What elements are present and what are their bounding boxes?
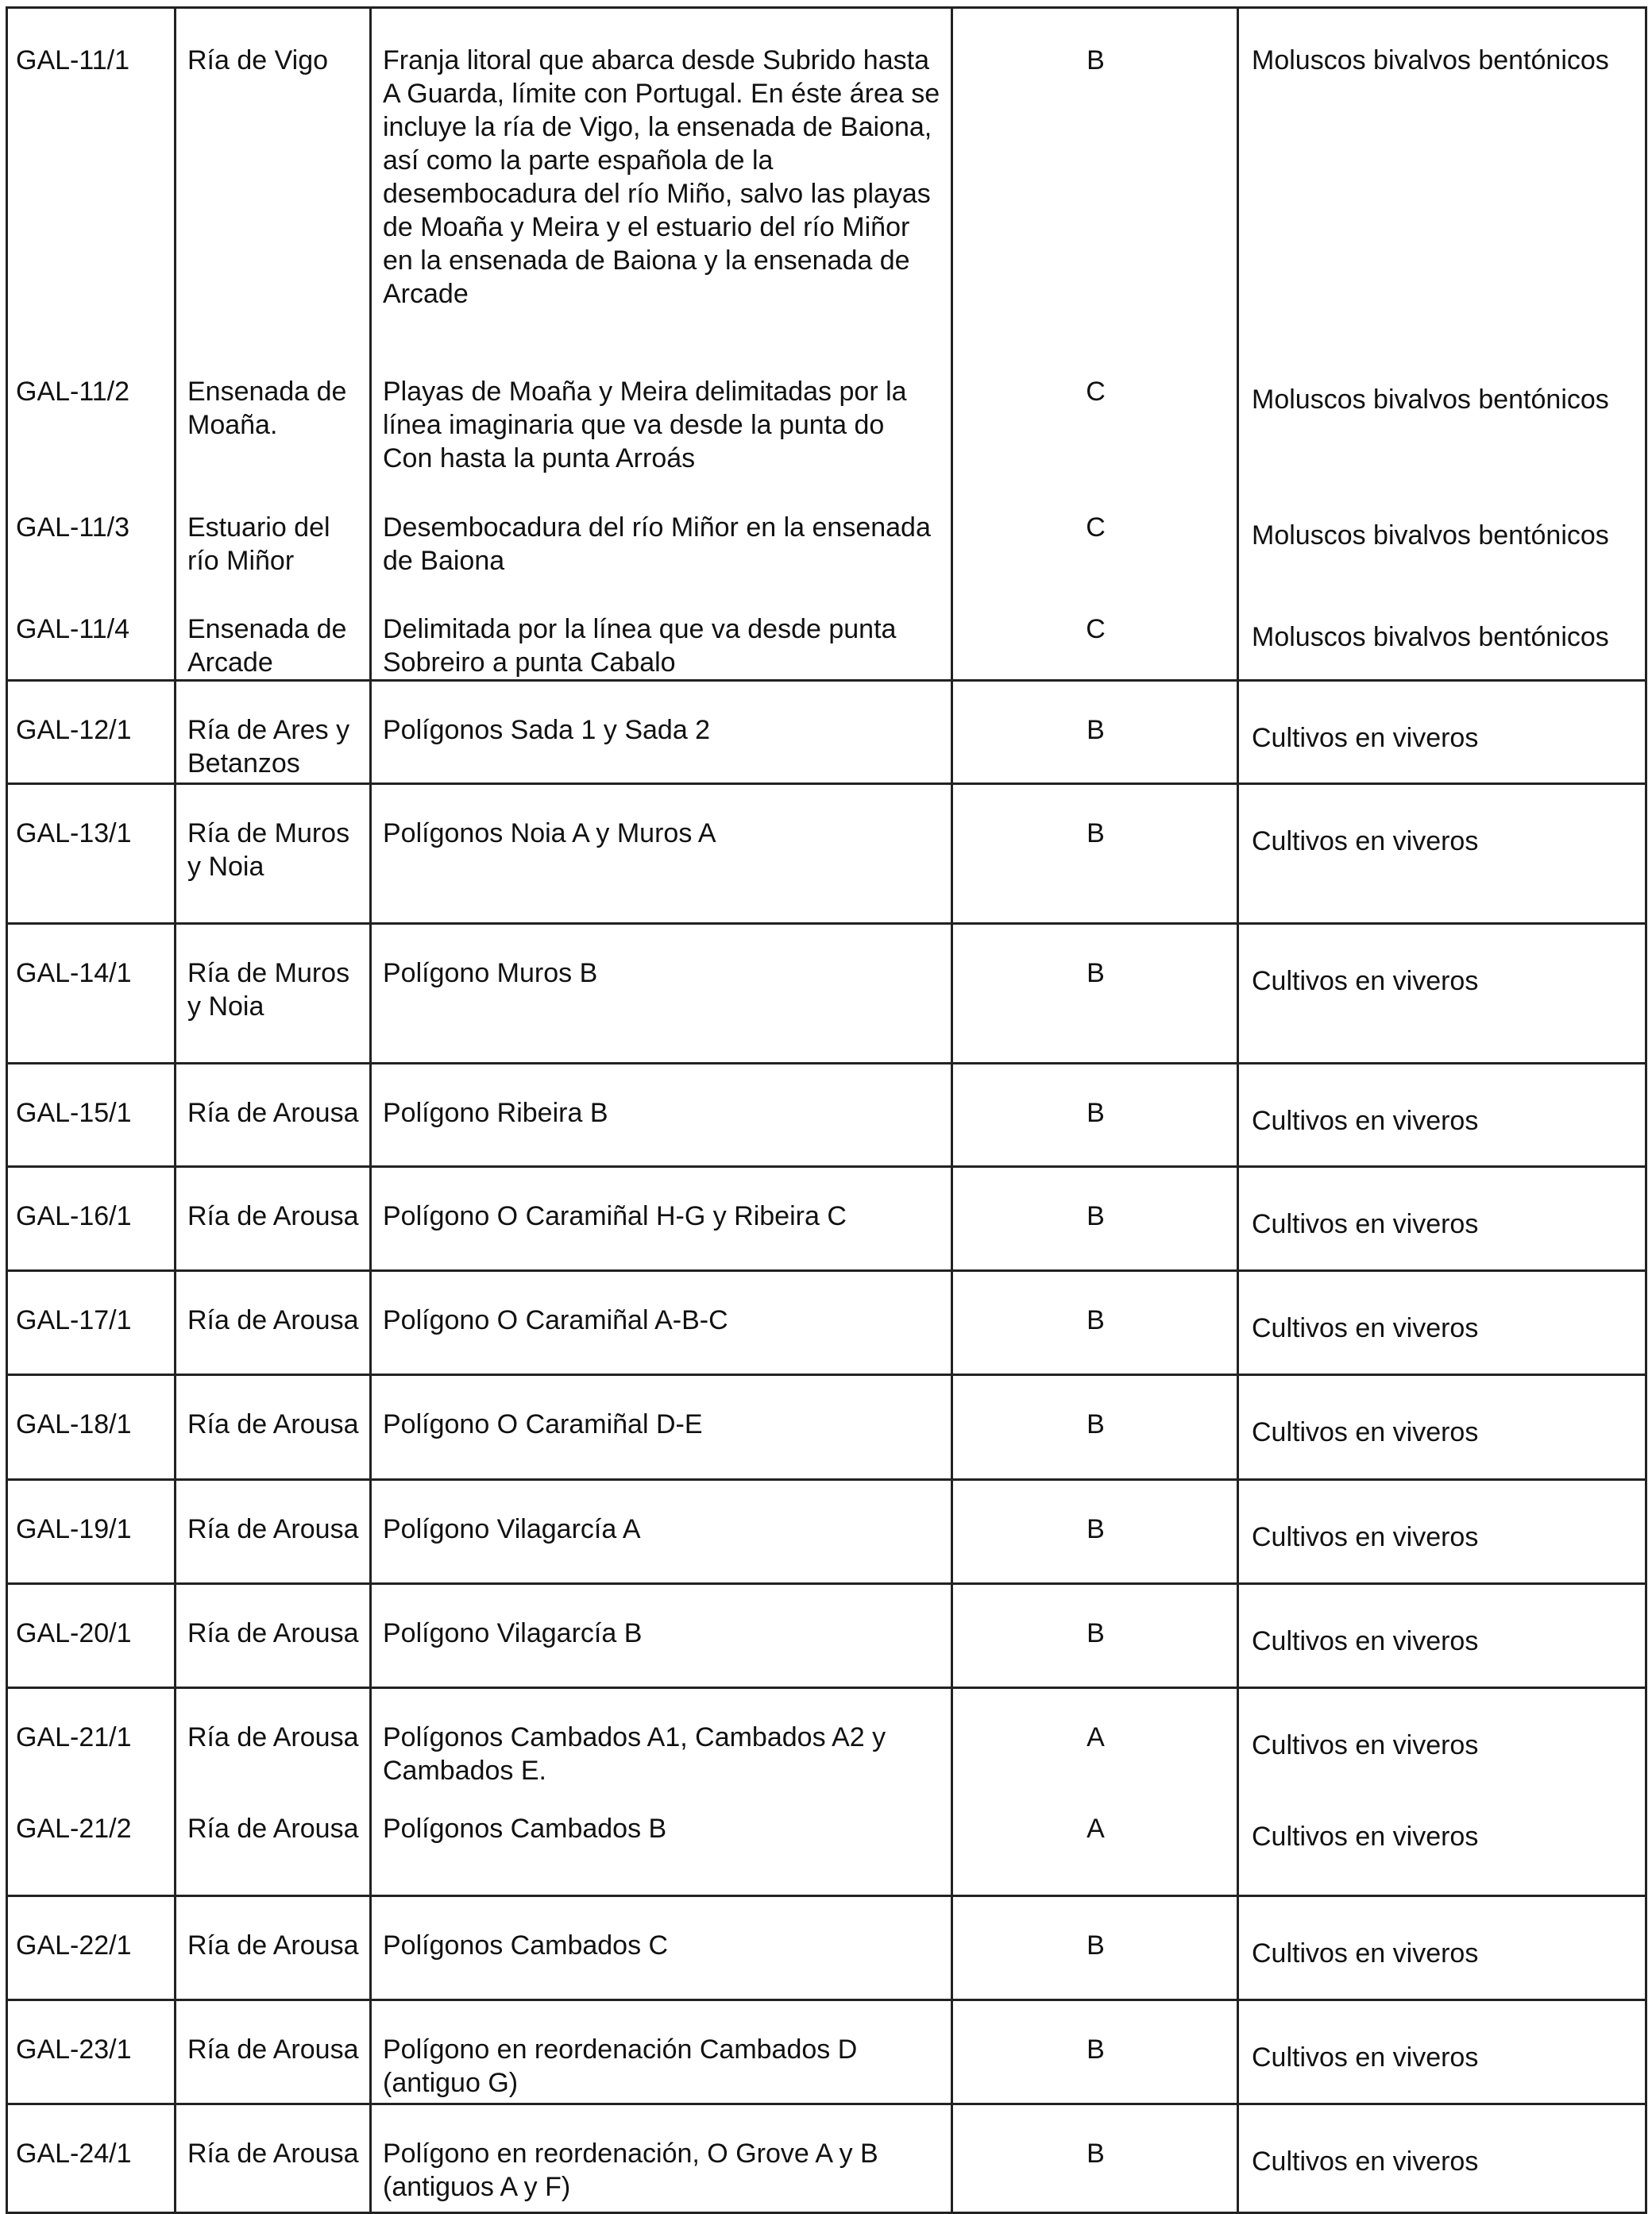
- zone-class: C: [952, 592, 1238, 681]
- zone-place: Ría de Ares y Betanzos: [176, 680, 371, 783]
- zone-species: Cultivos en viveros: [1238, 2000, 1646, 2104]
- zone-class: B: [952, 1166, 1238, 1270]
- zone-code: GAL-19/1: [7, 1479, 176, 1583]
- zone-class: A: [952, 1791, 1238, 1895]
- zone-code: GAL-18/1: [7, 1374, 176, 1479]
- zone-description: Polígono en reordenación, O Grove A y B (antiguos A y F): [371, 2104, 952, 2212]
- table-row: [7, 490, 1646, 592]
- zone-class: B: [952, 783, 1238, 923]
- zone-code: GAL-23/1: [7, 2000, 176, 2104]
- zone-place: Ría de Muros y Noia: [176, 923, 371, 1063]
- zone-species: Moluscos bivalvos bentónicos: [1238, 8, 1646, 354]
- table-row: [7, 1166, 1646, 1270]
- zone-species: Moluscos bivalvos bentónicos: [1238, 354, 1646, 490]
- zone-description: Polígonos Cambados A1, Cambados A2 y Cambados E.: [371, 1687, 952, 1791]
- zone-description: Desembocadura del río Miñor en la ensenada de Baiona: [371, 490, 952, 592]
- zone-code: GAL-20/1: [7, 1583, 176, 1687]
- zone-code: GAL-11/1: [7, 8, 176, 354]
- zone-species: Cultivos en viveros: [1238, 1895, 1646, 2000]
- zone-description: Polígonos Cambados B: [371, 1791, 952, 1895]
- zone-class: B: [952, 923, 1238, 1063]
- zone-place: Ría de Arousa: [176, 1063, 371, 1166]
- zone-place: Ría de Vigo: [176, 8, 371, 354]
- zone-species: Cultivos en viveros: [1238, 923, 1646, 1063]
- zone-class: B: [952, 2000, 1238, 2104]
- zone-class: B: [952, 680, 1238, 783]
- zone-species: Cultivos en viveros: [1238, 1583, 1646, 1687]
- zone-class: B: [952, 8, 1238, 354]
- table-row: [7, 8, 1646, 354]
- zone-code: GAL-21/2: [7, 1791, 176, 1895]
- zone-species: Cultivos en viveros: [1238, 1270, 1646, 1374]
- zone-species: Cultivos en viveros: [1238, 1063, 1646, 1166]
- zone-place: Ría de Muros y Noia: [176, 783, 371, 923]
- zone-description: Polígono O Caramiñal D-E: [371, 1374, 952, 1479]
- zone-place: Ensenada de Moaña.: [176, 354, 371, 490]
- zone-code: GAL-24/1: [7, 2104, 176, 2212]
- zone-description: Polígonos Sada 1 y Sada 2: [371, 680, 952, 783]
- zone-species: Cultivos en viveros: [1238, 1687, 1646, 1791]
- zone-place: Ría de Arousa: [176, 1166, 371, 1270]
- zone-description: Polígonos Cambados C: [371, 1895, 952, 2000]
- zone-class: B: [952, 1479, 1238, 1583]
- zone-species: Moluscos bivalvos bentónicos: [1238, 490, 1646, 592]
- zone-description: Polígono Vilagarcía B: [371, 1583, 952, 1687]
- zone-place: Ría de Arousa: [176, 2000, 371, 2104]
- zone-class: B: [952, 1063, 1238, 1166]
- zone-class: B: [952, 1583, 1238, 1687]
- zone-place: Estuario del río Miñor: [176, 490, 371, 592]
- zones-table: [6, 6, 1647, 2214]
- zone-description: Polígono O Caramiñal A-B-C: [371, 1270, 952, 1374]
- zone-code: GAL-11/3: [7, 490, 176, 592]
- zone-place: Ría de Arousa: [176, 1791, 371, 1895]
- zone-place: Ría de Arousa: [176, 1687, 371, 1791]
- table-row: [7, 783, 1646, 923]
- zone-description: Polígonos Noia A y Muros A: [371, 783, 952, 923]
- table-row: [7, 1895, 1646, 2000]
- zone-description: Playas de Moaña y Meira delimitadas por la línea imaginaria que va desde la punta do Con hasta la punta Arroás: [371, 354, 952, 490]
- zone-description: Polígono Ribeira B: [371, 1063, 952, 1166]
- zone-species: Cultivos en viveros: [1238, 1166, 1646, 1270]
- zone-code: GAL-17/1: [7, 1270, 176, 1374]
- zone-species: Cultivos en viveros: [1238, 1791, 1646, 1895]
- zone-description: Delimitada por la línea que va desde punta Sobreiro a punta Cabalo: [371, 592, 952, 681]
- zone-description: Polígono en reordenación Cambados D (antiguo G): [371, 2000, 952, 2104]
- zone-species: Moluscos bivalvos bentónicos: [1238, 592, 1646, 681]
- zone-species: Cultivos en viveros: [1238, 2104, 1646, 2212]
- table-row: [7, 923, 1646, 1063]
- table-row: [7, 2000, 1646, 2104]
- zone-code: GAL-12/1: [7, 680, 176, 783]
- zone-species: Cultivos en viveros: [1238, 1479, 1646, 1583]
- table-row: [7, 1479, 1646, 1583]
- zone-code: GAL-13/1: [7, 783, 176, 923]
- table-row: [7, 1791, 1646, 1895]
- table-row: [7, 2104, 1646, 2212]
- zone-description: Polígono Vilagarcía A: [371, 1479, 952, 1583]
- zone-species: Cultivos en viveros: [1238, 1374, 1646, 1479]
- zone-description: Polígono O Caramiñal H-G y Ribeira C: [371, 1166, 952, 1270]
- zone-place: Ría de Arousa: [176, 1895, 371, 2000]
- zone-code: GAL-14/1: [7, 923, 176, 1063]
- zone-place: Ría de Arousa: [176, 2104, 371, 2212]
- zone-code: GAL-21/1: [7, 1687, 176, 1791]
- zone-class: C: [952, 354, 1238, 490]
- zone-code: GAL-11/2: [7, 354, 176, 490]
- zone-place: Ría de Arousa: [176, 1270, 371, 1374]
- zone-description: Franja litoral que abarca desde Subrido hasta A Guarda, límite con Portugal. En éste área se incluye la ría de Vigo, la ensenada de Baiona, así como la parte española de la desembocadura del río Miño, salvo las playas de Moaña y Meira y el estuario del río Miñor en la ensenada de Baiona y la ensenada de Arcade: [371, 8, 952, 354]
- zone-code: GAL-16/1: [7, 1166, 176, 1270]
- zone-class: A: [952, 1687, 1238, 1791]
- table-row: [7, 1270, 1646, 1374]
- zone-species: Cultivos en viveros: [1238, 680, 1646, 783]
- zone-class: B: [952, 2104, 1238, 2212]
- zone-code: GAL-11/4: [7, 592, 176, 681]
- table-row: [7, 1374, 1646, 1479]
- zone-class: B: [952, 1895, 1238, 2000]
- zone-code: GAL-22/1: [7, 1895, 176, 2000]
- table-row: [7, 354, 1646, 490]
- zone-place: Ría de Arousa: [176, 1374, 371, 1479]
- table-row: [7, 1687, 1646, 1791]
- zone-code: GAL-15/1: [7, 1063, 176, 1166]
- zone-description: Polígono Muros B: [371, 923, 952, 1063]
- zone-place: Ría de Arousa: [176, 1479, 371, 1583]
- zone-place: Ensenada de Arcade: [176, 592, 371, 681]
- zone-class: B: [952, 1374, 1238, 1479]
- table-row: [7, 592, 1646, 681]
- zone-class: C: [952, 490, 1238, 592]
- table-row: [7, 1583, 1646, 1687]
- zone-place: Ría de Arousa: [176, 1583, 371, 1687]
- zone-class: B: [952, 1270, 1238, 1374]
- table-row: [7, 1063, 1646, 1166]
- zone-species: Cultivos en viveros: [1238, 783, 1646, 923]
- table-row: [7, 680, 1646, 783]
